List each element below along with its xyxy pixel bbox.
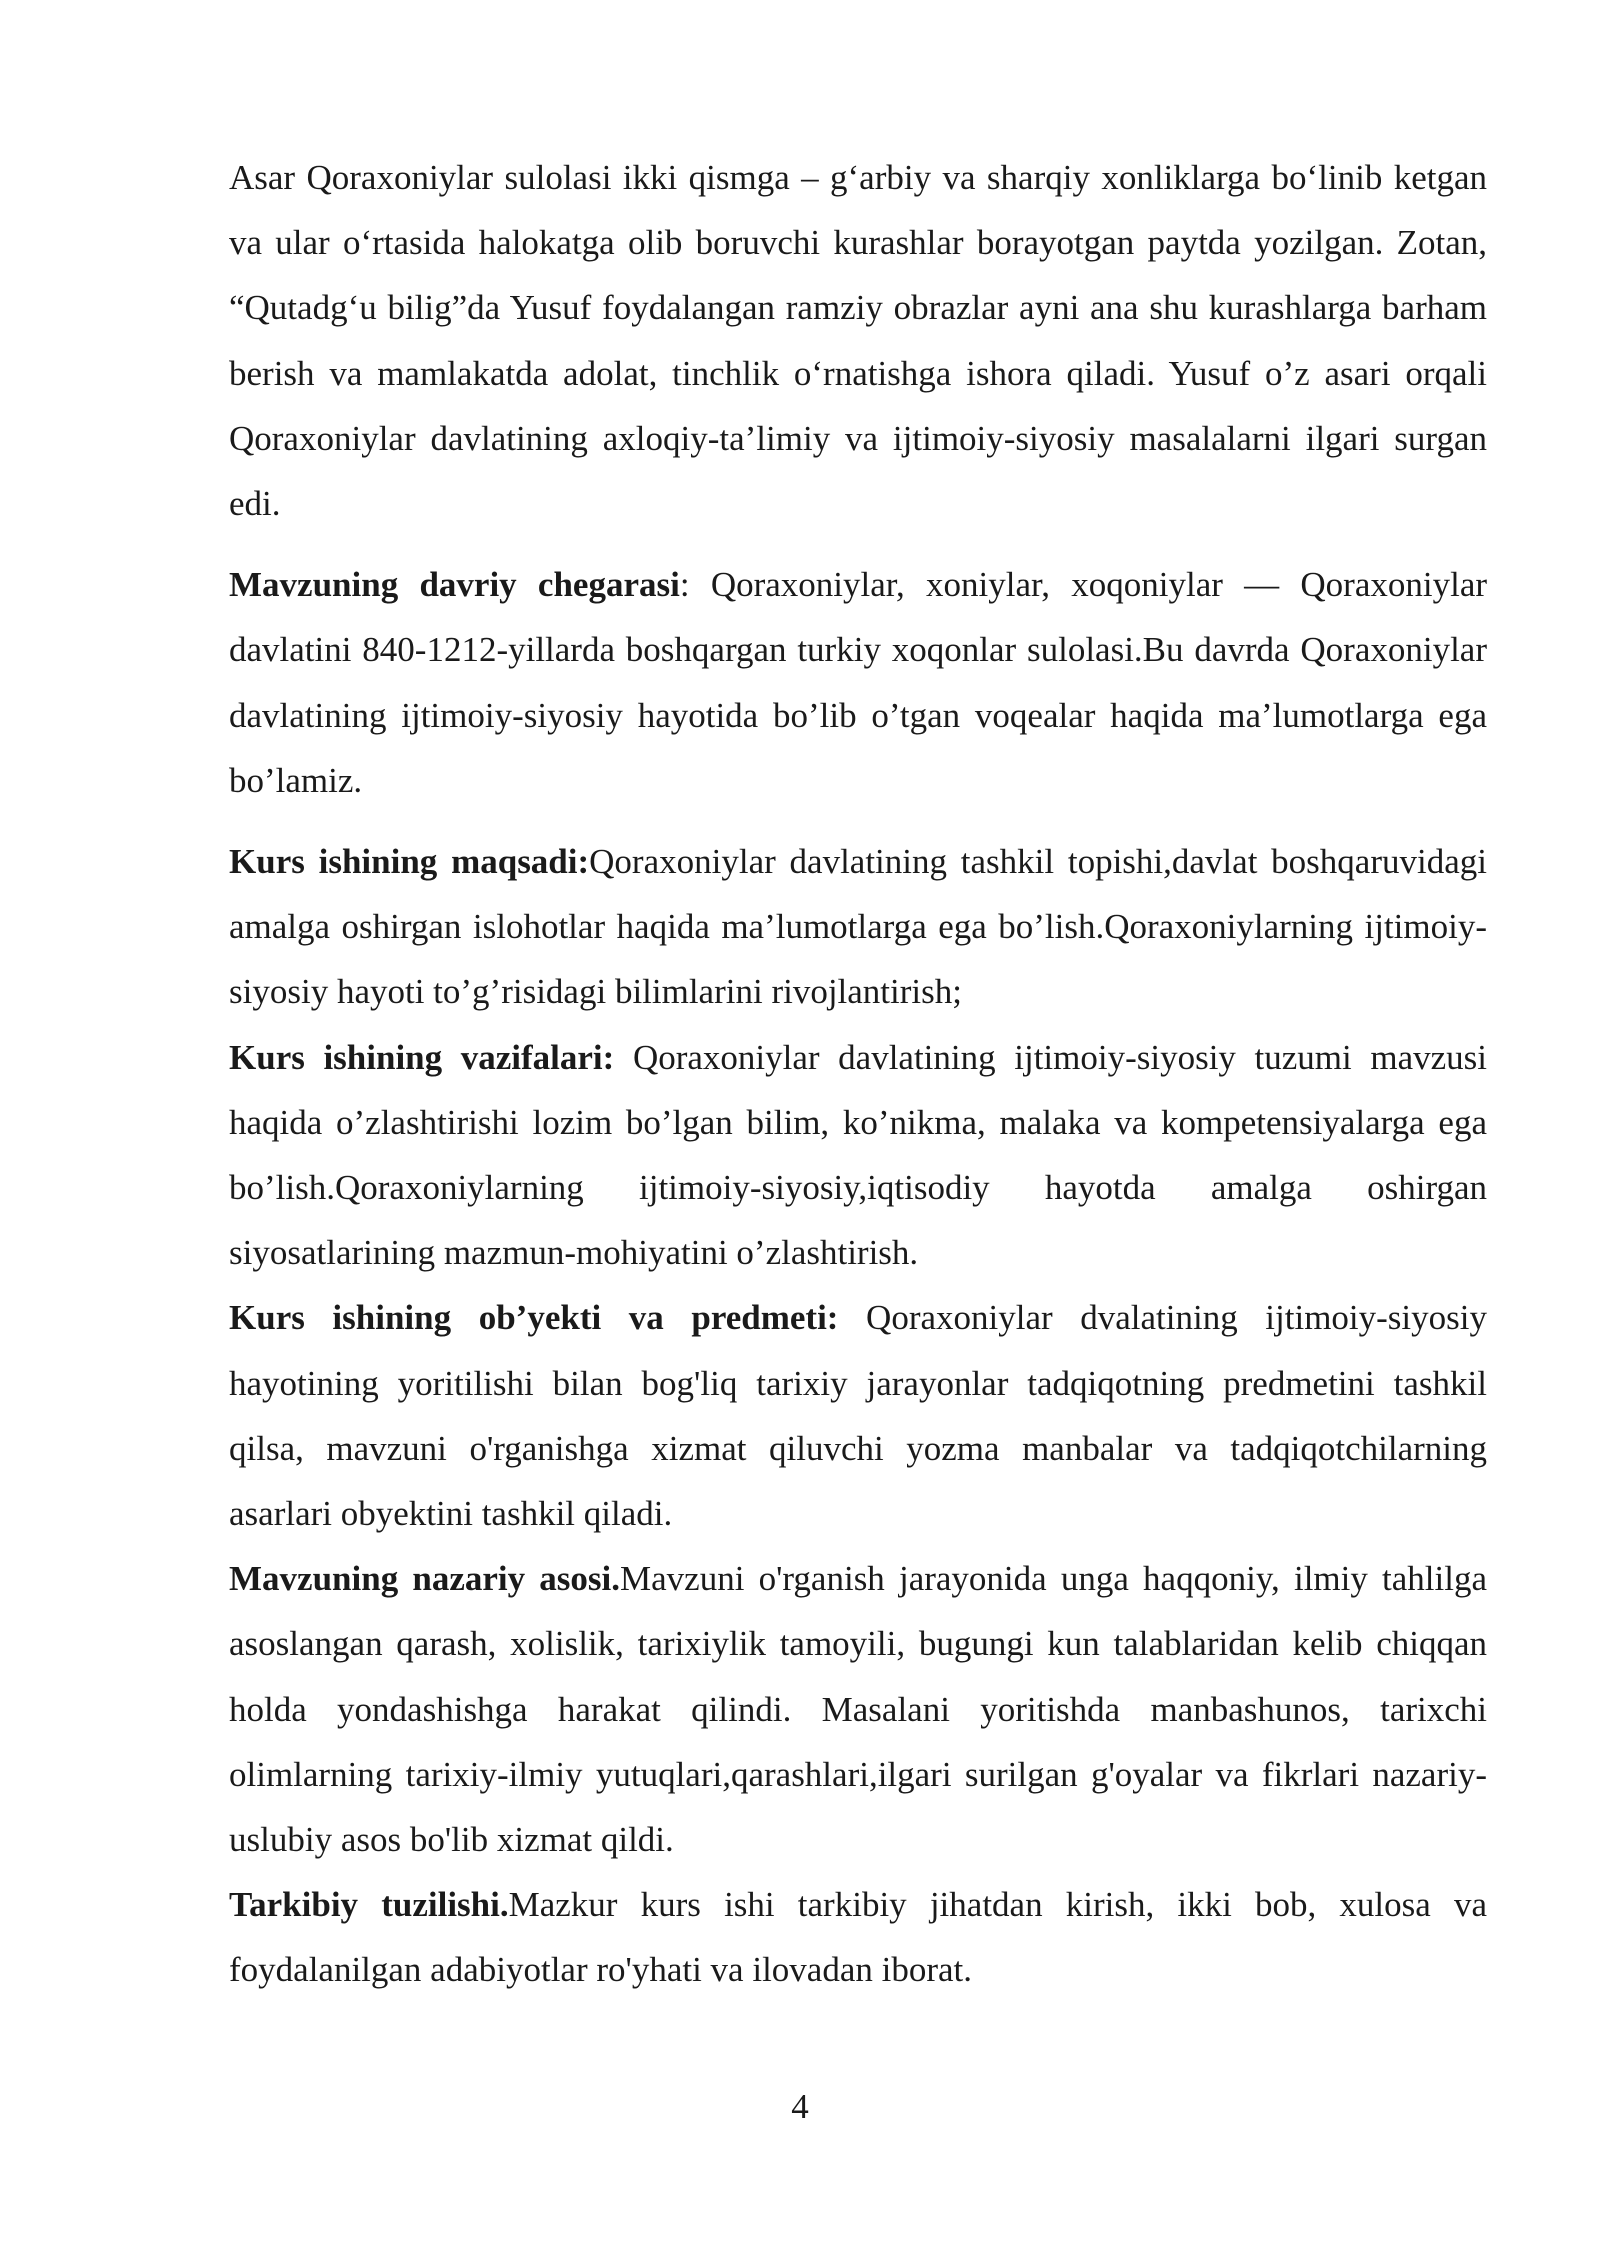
paragraph-theoretical-basis [229, 1546, 1487, 1872]
paragraph-text: : Qoraxoniylar, xoniylar, xoqoniylar — Qoraxoniylar davlatini 840-1212-yillarda boshqargan turkiy xoqonlar sulolasi.Bu davrda Qoraxoniylar davlatining ijtimoiy-siyosiy hayotida bo’lib o’tgan voqealar haqida ma’lumotlarga ega bo’lamiz. [229, 565, 1488, 800]
paragraph-heading: Kurs ishining vazifalari: [229, 1037, 615, 1077]
paragraph-heading: Kurs ishining ob’yekti va predmeti: [229, 1298, 839, 1338]
paragraph-object-subject [229, 1285, 1487, 1546]
paragraph-structure [229, 1872, 1487, 2002]
paragraph-text: Mavzuni o'rganish jarayonida unga haqqoniy, ilmiy tahlilga asoslangan qarash, xolislik, tarixiylik tamoyili, bugungi kun talablaridan kelib chiqqan holda yondashishga harakat qilindi. Masalani yoritishda manbashunos, tarixchi olimlarning tarixiy-ilmiy yutuqlari,qarashlari,ilgari surilgan g'oyalar va fikrlari nazariy- uslubiy asos bo'lib xizmat qildi. [229, 1559, 1487, 1860]
page-number: 4 [791, 2087, 809, 2126]
paragraph-heading: Tarkibiy tuzilishi. [229, 1885, 509, 1925]
paragraph-tasks [229, 1025, 1487, 1286]
paragraph-purpose [229, 829, 1487, 1025]
paragraph-text: Mazkur kurs ishi tarkibiy jihatdan kirish, ikki bob, xulosa va foydalanilgan adabiyotlar ro'yhati va ilovadan iborat. [229, 1885, 1487, 1990]
paragraph-text: Qoraxoniylar davlatining tashkil topishi,davlat boshqaruvidagi amalga oshirgan islohotlar haqida ma’lumotlarga ega bo’lish.Qoraxoniylarning ijtimoiy-siyosiy hayoti to’g’risidagi bilimlarini rivojlantirish; [229, 842, 1487, 1012]
paragraph-heading: Kurs ishining maqsadi: [229, 842, 590, 882]
paragraph-text: Qoraxoniylar davlatining ijtimoiy-siyosiy tuzumi mavzusi haqida o’zlashtirishi lozim bo’lgan bilim, ko’nikma, malaka va kompetensiyalarga ega bo’lish.Qoraxoniylarning ijtimoiy-siyosiy,iqtisodiy hayotda amalga oshirgan siyosatlarining mazmun-mohiyatini o’zlashtirish. [229, 1037, 1488, 1273]
paragraph-heading: Mavzuning nazariy asosi. [229, 1559, 621, 1599]
paragraph-text: Qoraxoniylar dvalatining ijtimoiy-siyosiy hayotining yoritilishi bilan bog'liq tarixiy jarayonlar tadqiqotning predmetini tashkil qilsa, mavzuni o'rganishga xizmat qiluvchi yozma manbalar va tadqiqotchilarning asarlari obyektini tashkil qiladi. [229, 1298, 1487, 1534]
paragraph-text: Asar Qoraxoniylar sulolasi ikki qismga – g‘arbiy va sharqiy xonliklarga bo‘linib ketgan va ular o‘rtasida halokatga olib boruvchi kurashlar borayotgan paytda yozilgan. Zotan, “Qutadg‘u bilig”da Yusuf foydalangan ramziy obrazlar ayni ana shu kurashlarga barham berish va mamlakatda adolat, tinchlik o‘rnatishga ishora qiladi. Yusuf o’z asari orqali Qoraxoniylar davlatining axloqiy-ta’limiy va ijtimoiy-siyosiy masalalarni ilgari surgan edi. [229, 158, 1487, 524]
page-content [229, 145, 1487, 2003]
paragraph-chronological-scope [229, 552, 1487, 813]
paragraph-intro [229, 145, 1487, 536]
paragraph-heading: Mavzuning davriy chegarasi [229, 565, 680, 605]
